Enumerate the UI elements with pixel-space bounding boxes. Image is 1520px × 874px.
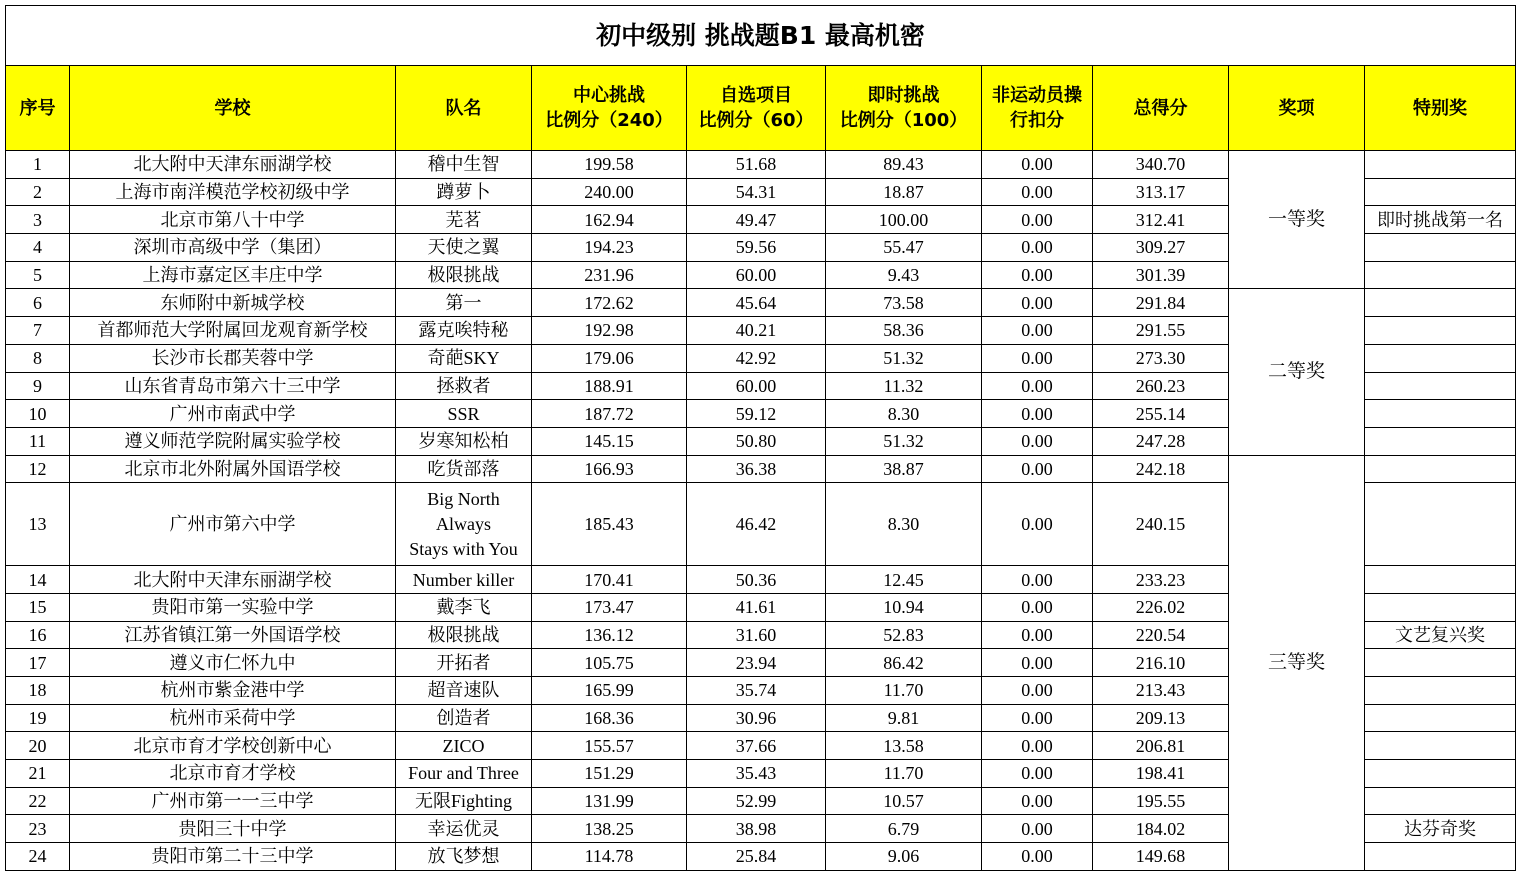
team-name-line: Always [436,513,491,534]
cell-penalty: 0.00 [982,427,1093,455]
cell-instant-score: 100.00 [826,206,982,234]
cell-school: 北京市第八十中学 [70,206,396,234]
cell-optional-score: 36.38 [687,455,826,483]
cell-instant-score: 10.94 [826,593,982,621]
cell-optional-score: 30.96 [687,704,826,732]
cell-total: 213.43 [1093,677,1229,705]
cell-team: 蹲萝卜 [396,178,532,206]
cell-award: 三等奖 [1229,455,1365,870]
cell-index: 6 [6,289,70,317]
cell-instant-score: 38.87 [826,455,982,483]
cell-center-score: 192.98 [532,317,687,345]
cell-team: 天使之翼 [396,234,532,262]
cell-index: 18 [6,677,70,705]
cell-index: 15 [6,593,70,621]
cell-total: 313.17 [1093,178,1229,206]
header-optional-score [687,66,826,151]
cell-team: 拯救者 [396,372,532,400]
cell-center-score: 155.57 [532,732,687,760]
cell-index: 19 [6,704,70,732]
header-penalty-line1: 非运动员操 [992,85,1082,106]
cell-index: 4 [6,234,70,262]
cell-optional-score: 59.56 [687,234,826,262]
cell-total: 242.18 [1093,455,1229,483]
header-team: 队名 [396,66,532,151]
cell-total: 301.39 [1093,261,1229,289]
cell-team: 戴李飞 [396,593,532,621]
cell-index: 13 [6,483,70,566]
cell-optional-score: 60.00 [687,261,826,289]
cell-total: 220.54 [1093,621,1229,649]
header-total: 总得分 [1093,66,1229,151]
cell-center-score: 105.75 [532,649,687,677]
cell-team: SSR [396,400,532,428]
cell-index: 22 [6,787,70,815]
cell-center-score: 162.94 [532,206,687,234]
cell-team: 稽中生智 [396,151,532,179]
cell-total: 233.23 [1093,566,1229,594]
cell-center-score: 114.78 [532,843,687,871]
cell-special-award [1365,344,1516,372]
cell-center-score: 151.29 [532,760,687,788]
cell-special-award: 文艺复兴奖 [1365,621,1516,649]
cell-special-award [1365,151,1516,179]
cell-instant-score: 13.58 [826,732,982,760]
header-instant-line2: 比例分（100） [839,110,968,131]
header-penalty [982,66,1093,151]
cell-team: 芜茗 [396,206,532,234]
cell-total: 198.41 [1093,760,1229,788]
cell-index: 10 [6,400,70,428]
cell-index: 8 [6,344,70,372]
cell-center-score: 145.15 [532,427,687,455]
table-body [6,151,1516,871]
cell-optional-score: 49.47 [687,206,826,234]
cell-index: 9 [6,372,70,400]
cell-instant-score: 6.79 [826,815,982,843]
cell-instant-score: 18.87 [826,178,982,206]
cell-special-award [1365,649,1516,677]
cell-index: 11 [6,427,70,455]
cell-penalty: 0.00 [982,649,1093,677]
cell-instant-score: 11.70 [826,760,982,788]
cell-center-score: 168.36 [532,704,687,732]
cell-optional-score: 35.43 [687,760,826,788]
cell-team: 极限挑战 [396,261,532,289]
cell-optional-score: 23.94 [687,649,826,677]
cell-center-score: 240.00 [532,178,687,206]
cell-total: 216.10 [1093,649,1229,677]
cell-school: 北京市育才学校创新中心 [70,732,396,760]
cell-award: 一等奖 [1229,151,1365,289]
cell-center-score: 179.06 [532,344,687,372]
cell-team: Number killer [396,566,532,594]
header-instant-score [826,66,982,151]
cell-index: 23 [6,815,70,843]
results-table [5,5,1516,871]
cell-team: 超音速队 [396,677,532,705]
cell-team: 无限Fighting [396,787,532,815]
cell-instant-score: 12.45 [826,566,982,594]
table-title: 初中级别 挑战题B1 最高机密 [6,6,1516,66]
cell-school: 山东省青岛市第六十三中学 [70,372,396,400]
cell-special-award [1365,704,1516,732]
table-row [6,289,1516,317]
cell-total: 255.14 [1093,400,1229,428]
cell-instant-score: 9.81 [826,704,982,732]
cell-special-award [1365,760,1516,788]
cell-team: 放飞梦想 [396,843,532,871]
header-penalty-line2: 行扣分 [1010,110,1064,131]
header-instant-line1: 即时挑战 [867,85,940,106]
cell-school: 杭州市紫金港中学 [70,677,396,705]
cell-penalty: 0.00 [982,593,1093,621]
cell-optional-score: 54.31 [687,178,826,206]
cell-center-score: 194.23 [532,234,687,262]
cell-penalty: 0.00 [982,566,1093,594]
cell-total: 291.84 [1093,289,1229,317]
cell-instant-score: 73.58 [826,289,982,317]
cell-special-award [1365,178,1516,206]
cell-total: 226.02 [1093,593,1229,621]
cell-center-score: 136.12 [532,621,687,649]
cell-optional-score: 51.68 [687,151,826,179]
cell-penalty: 0.00 [982,151,1093,179]
cell-instant-score: 52.83 [826,621,982,649]
cell-school: 贵阳市第二十三中学 [70,843,396,871]
header-center-line1: 中心挑战 [573,85,645,106]
cell-total: 206.81 [1093,732,1229,760]
cell-special-award [1365,566,1516,594]
cell-special-award [1365,593,1516,621]
header-optional-line2: 比例分（60） [698,110,814,131]
cell-index: 14 [6,566,70,594]
cell-total: 309.27 [1093,234,1229,262]
cell-school: 上海市嘉定区丰庄中学 [70,261,396,289]
cell-instant-score: 11.32 [826,372,982,400]
cell-total: 195.55 [1093,787,1229,815]
cell-special-award [1365,455,1516,483]
cell-index: 17 [6,649,70,677]
cell-penalty: 0.00 [982,317,1093,345]
cell-optional-score: 45.64 [687,289,826,317]
cell-school: 深圳市高级中学（集团） [70,234,396,262]
cell-penalty: 0.00 [982,234,1093,262]
cell-special-award [1365,372,1516,400]
cell-school: 广州市第一一三中学 [70,787,396,815]
cell-team: 开拓者 [396,649,532,677]
cell-optional-score: 38.98 [687,815,826,843]
cell-total: 209.13 [1093,704,1229,732]
cell-index: 3 [6,206,70,234]
cell-total: 240.15 [1093,483,1229,566]
cell-optional-score: 37.66 [687,732,826,760]
cell-total: 149.68 [1093,843,1229,871]
cell-optional-score: 50.36 [687,566,826,594]
cell-center-score: 170.41 [532,566,687,594]
cell-center-score: 173.47 [532,593,687,621]
cell-instant-score: 11.70 [826,677,982,705]
cell-school: 广州市第六中学 [70,483,396,566]
cell-instant-score: 51.32 [826,427,982,455]
cell-optional-score: 42.92 [687,344,826,372]
cell-school: 贵阳市第一实验中学 [70,593,396,621]
cell-special-award: 即时挑战第一名 [1365,206,1516,234]
cell-special-award [1365,427,1516,455]
cell-special-award [1365,677,1516,705]
cell-total: 312.41 [1093,206,1229,234]
cell-index: 2 [6,178,70,206]
cell-optional-score: 60.00 [687,372,826,400]
table-row [6,455,1516,483]
cell-instant-score: 10.57 [826,787,982,815]
cell-team [396,483,532,566]
cell-special-award [1365,483,1516,566]
cell-total: 340.70 [1093,151,1229,179]
cell-penalty: 0.00 [982,732,1093,760]
cell-center-score: 166.93 [532,455,687,483]
cell-penalty: 0.00 [982,621,1093,649]
cell-optional-score: 35.74 [687,677,826,705]
cell-school: 江苏省镇江第一外国语学校 [70,621,396,649]
cell-team: 奇葩SKY [396,344,532,372]
cell-center-score: 131.99 [532,787,687,815]
cell-optional-score: 25.84 [687,843,826,871]
cell-penalty: 0.00 [982,206,1093,234]
cell-penalty: 0.00 [982,760,1093,788]
cell-school: 广州市南武中学 [70,400,396,428]
cell-optional-score: 52.99 [687,787,826,815]
cell-center-score: 199.58 [532,151,687,179]
cell-penalty: 0.00 [982,787,1093,815]
cell-school: 北大附中天津东丽湖学校 [70,566,396,594]
cell-center-score: 172.62 [532,289,687,317]
cell-instant-score: 55.47 [826,234,982,262]
cell-instant-score: 9.43 [826,261,982,289]
header-center-score [532,66,687,151]
cell-instant-score: 89.43 [826,151,982,179]
cell-instant-score: 86.42 [826,649,982,677]
header-center-line2: 比例分（240） [545,110,673,131]
cell-special-award [1365,732,1516,760]
cell-special-award [1365,289,1516,317]
cell-penalty: 0.00 [982,815,1093,843]
cell-team: 幸运优灵 [396,815,532,843]
cell-instant-score: 58.36 [826,317,982,345]
cell-penalty: 0.00 [982,704,1093,732]
cell-team: ZICO [396,732,532,760]
cell-team: Four and Three [396,760,532,788]
cell-school: 北京市北外附属外国语学校 [70,455,396,483]
cell-special-award [1365,400,1516,428]
header-row [6,66,1516,151]
cell-penalty: 0.00 [982,455,1093,483]
cell-penalty: 0.00 [982,400,1093,428]
cell-total: 273.30 [1093,344,1229,372]
cell-total: 247.28 [1093,427,1229,455]
cell-center-score: 185.43 [532,483,687,566]
cell-index: 5 [6,261,70,289]
cell-optional-score: 59.12 [687,400,826,428]
cell-instant-score: 8.30 [826,483,982,566]
header-school: 学校 [70,66,396,151]
cell-total: 291.55 [1093,317,1229,345]
cell-instant-score: 8.30 [826,400,982,428]
team-name-line: Big North [427,488,500,509]
table-row [6,151,1516,179]
cell-school: 北京市育才学校 [70,760,396,788]
cell-total: 260.23 [1093,372,1229,400]
cell-school: 上海市南洋模范学校初级中学 [70,178,396,206]
cell-penalty: 0.00 [982,677,1093,705]
cell-school: 首都师范大学附属回龙观育新学校 [70,317,396,345]
cell-school: 长沙市长郡芙蓉中学 [70,344,396,372]
cell-instant-score: 9.06 [826,843,982,871]
cell-index: 21 [6,760,70,788]
cell-instant-score: 51.32 [826,344,982,372]
cell-school: 杭州市采荷中学 [70,704,396,732]
cell-special-award [1365,261,1516,289]
cell-team: 极限挑战 [396,621,532,649]
cell-center-score: 187.72 [532,400,687,428]
cell-optional-score: 46.42 [687,483,826,566]
cell-center-score: 138.25 [532,815,687,843]
cell-index: 16 [6,621,70,649]
cell-index: 24 [6,843,70,871]
cell-special-award [1365,234,1516,262]
cell-school: 贵阳三十中学 [70,815,396,843]
cell-optional-score: 50.80 [687,427,826,455]
cell-optional-score: 31.60 [687,621,826,649]
cell-school: 遵义市仁怀九中 [70,649,396,677]
cell-index: 7 [6,317,70,345]
cell-team: 吃货部落 [396,455,532,483]
cell-school: 北大附中天津东丽湖学校 [70,151,396,179]
cell-penalty: 0.00 [982,261,1093,289]
header-index: 序号 [6,66,70,151]
cell-index: 12 [6,455,70,483]
cell-special-award: 达芬奇奖 [1365,815,1516,843]
cell-center-score: 231.96 [532,261,687,289]
cell-penalty: 0.00 [982,289,1093,317]
cell-penalty: 0.00 [982,372,1093,400]
cell-center-score: 188.91 [532,372,687,400]
cell-center-score: 165.99 [532,677,687,705]
cell-index: 20 [6,732,70,760]
header-special: 特别奖 [1365,66,1516,151]
cell-penalty: 0.00 [982,344,1093,372]
cell-school: 遵义师范学院附属实验学校 [70,427,396,455]
team-name-line: Stays with You [409,538,518,559]
cell-penalty: 0.00 [982,843,1093,871]
cell-optional-score: 41.61 [687,593,826,621]
cell-index: 1 [6,151,70,179]
cell-special-award [1365,317,1516,345]
cell-penalty: 0.00 [982,483,1093,566]
header-optional-line1: 自选项目 [720,85,792,106]
cell-school: 东师附中新城学校 [70,289,396,317]
cell-team: 第一 [396,289,532,317]
cell-award: 二等奖 [1229,289,1365,455]
cell-special-award [1365,787,1516,815]
cell-team: 创造者 [396,704,532,732]
cell-penalty: 0.00 [982,178,1093,206]
cell-total: 184.02 [1093,815,1229,843]
cell-team: 露克唉特秘 [396,317,532,345]
header-award: 奖项 [1229,66,1365,151]
cell-optional-score: 40.21 [687,317,826,345]
cell-team: 岁寒知松柏 [396,427,532,455]
cell-special-award [1365,843,1516,871]
